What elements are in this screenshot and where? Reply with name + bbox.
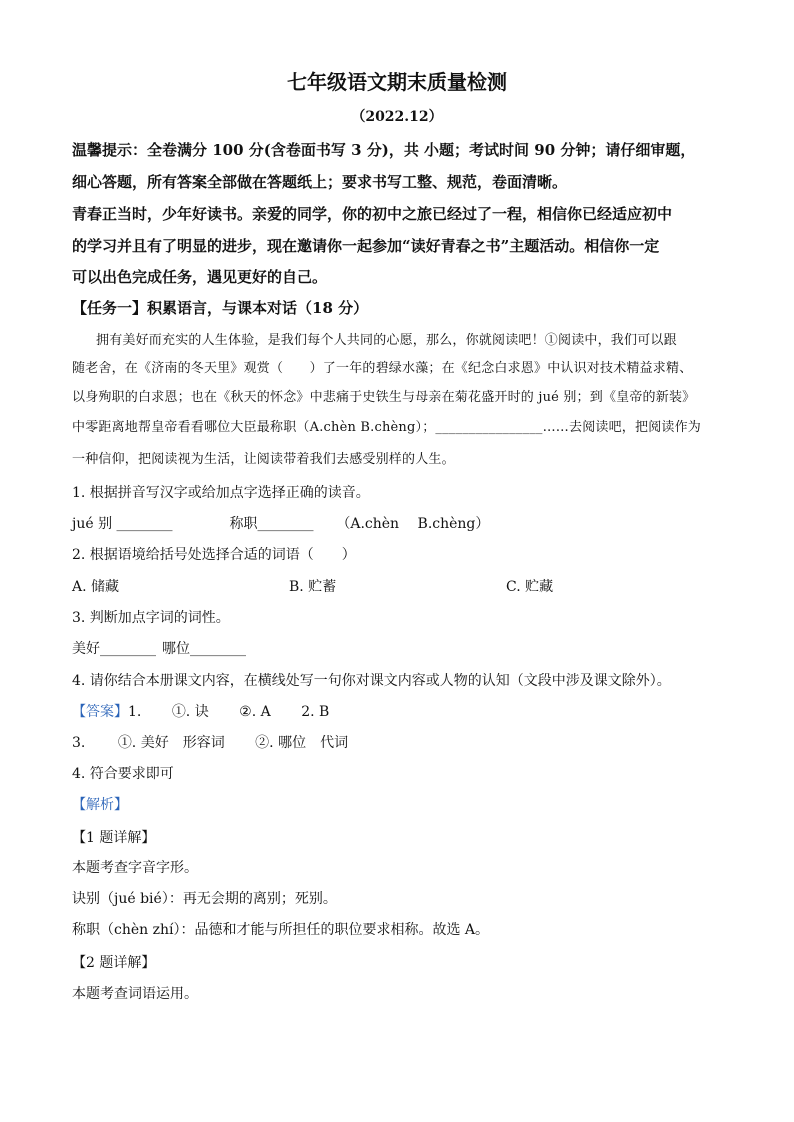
q3-item-naweI: 哪位________ bbox=[162, 641, 246, 657]
q2-option-b: B. 贮蓄 bbox=[289, 579, 337, 595]
answer-1-num: 1. bbox=[128, 704, 142, 720]
tips-line-2: 细心答题，所有答案全部做在答题纸上；要求书写工整、规范，卷面清晰。 bbox=[72, 173, 568, 191]
answer-line-1 bbox=[72, 702, 329, 722]
detail-1-line-3: 称职（chèn zhí）：品德和才能与所担任的职位要求相称。故选 A。 bbox=[72, 922, 490, 938]
page-title: 七年级语文期末质量检测 bbox=[287, 70, 507, 94]
detail-1-line-2: 诀别（jué bié）：再无会期的离别；死别。 bbox=[72, 891, 337, 907]
task-heading: 【任务一】积累语言，与课本对话（18 分） bbox=[72, 299, 369, 317]
passage-line-2: 随老舍，在《济南的冬天里》观赏（ ）了一年的碧绿水藻；在《纪念白求恩》中认识对技术精益求精、 bbox=[72, 361, 693, 376]
detail-2-heading: 【2 题详解】 bbox=[72, 955, 156, 971]
passage-line-5: 一种信仰，把阅读视为生活，让阅读带着我们去感受别样的人生。 bbox=[72, 452, 455, 467]
question-1-items bbox=[72, 514, 489, 534]
answer-3-part-2: ②. 哪位 代词 bbox=[255, 735, 349, 751]
intro-line-1: 青春正当时，少年好读书。亲爱的同学，你的初中之旅已经过了一程，相信你已经适应初中 bbox=[72, 205, 673, 223]
answer-3-part-1: ①. 美好 形容词 bbox=[117, 735, 225, 751]
detail-1-line-1: 本题考查字音字形。 bbox=[72, 860, 198, 876]
question-3: 3. 判断加点字词的词性。 bbox=[72, 610, 230, 626]
intro-line-3: 可以出色完成任务，遇见更好的自己。 bbox=[72, 268, 328, 286]
detail-1-heading: 【1 题详解】 bbox=[72, 830, 156, 846]
q2-option-c: C. 贮藏 bbox=[506, 579, 554, 595]
q1-item-jue: jué 别 ________ bbox=[72, 516, 173, 532]
detail-2-line-1: 本题考查词语运用。 bbox=[72, 986, 198, 1002]
answer-3-num: 3. bbox=[72, 735, 86, 751]
exam-date: （2022.12） bbox=[351, 109, 443, 125]
question-2: 2. 根据语境给括号处选择合适的词语（ ） bbox=[72, 547, 356, 563]
answer-label: 【答案】 bbox=[72, 704, 128, 720]
answer-1-part-2: ②. A bbox=[239, 704, 271, 720]
tips-line-1: 温馨提示：全卷满分 100 分(含卷面书写 3 分)，共 小题；考试时间 90 分钟；请仔细审题， bbox=[72, 141, 696, 159]
q2-option-a: A. 储藏 bbox=[72, 579, 120, 595]
answer-line-2 bbox=[72, 733, 348, 753]
answer-1-part-1: ①. 诀 bbox=[171, 704, 209, 720]
passage-line-4: 中零距离地帮皇帝看看哪位大臣最称职（A.chèn B.chèng）；________________……去阅读吧，把阅读作为 bbox=[72, 420, 701, 435]
q1-item-chenzhi: 称职________ bbox=[229, 516, 314, 532]
q1-item-options: （A.chèn B.chèng） bbox=[336, 516, 490, 532]
q3-item-meihao: 美好________ bbox=[72, 641, 156, 657]
question-1: 1. 根据拼音写汉字或给加点字选择正确的读音。 bbox=[72, 485, 370, 501]
answer-2: 2. B bbox=[301, 704, 330, 720]
passage-line-1: 拥有美好而充实的人生体验，是我们每个人共同的心愿，那么，你就阅读吧！①阅读中，我们可以跟 bbox=[96, 333, 677, 348]
analysis-label: 【解析】 bbox=[72, 797, 128, 813]
answer-4: 4. 符合要求即可 bbox=[72, 766, 174, 782]
intro-line-2: 的学习并且有了明显的进步，现在邀请你一起参加“读好青春之书”主题活动。相信你一定 bbox=[72, 237, 660, 255]
question-4: 4. 请你结合本册课文内容，在横线处写一句你对课文内容或人物的认知（文段中涉及课文除外）。 bbox=[72, 673, 671, 689]
passage-line-3: 以身殉职的白求恩；也在《秋天的怀念》中悲痛于史铁生与母亲在菊花盛开时的 jué 别；到《皇帝的新装》 bbox=[72, 390, 696, 405]
